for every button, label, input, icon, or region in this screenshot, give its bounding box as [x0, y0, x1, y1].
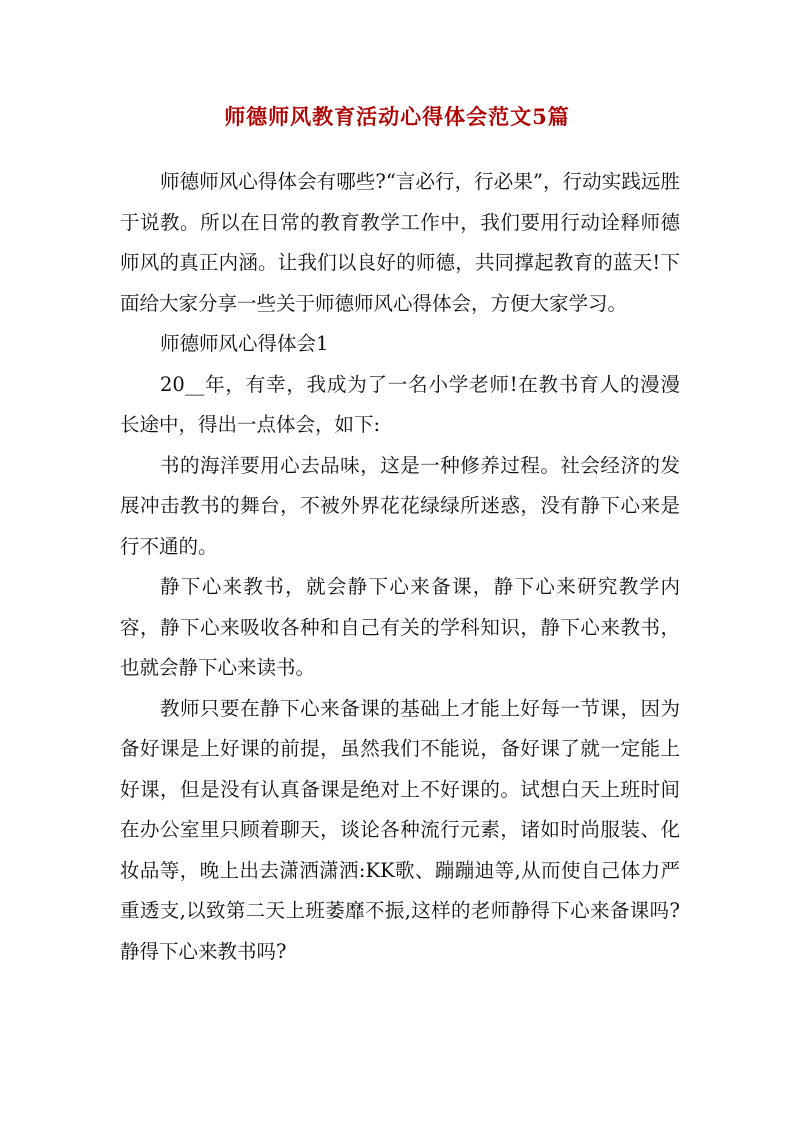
section-heading-1: 师德师风心得体会1: [160, 332, 329, 355]
body-paragraph-3: 静下心来教书，就会静下心来备课，静下心来研究教学内容，静下心来吸收各种和自己有关的学科知识，静下心来教书，也就会静下心来读书。: [120, 575, 680, 679]
body-paragraph-4: 教师只要在静下心来备课的基础上才能上好每一节课，因为备好课是上好课的前提，虽然我们不能说，备好课了就一定能上好课，但是没有认真备课是绝对上不好课的。试想白天上班时间在办公室里只顾着聊天，谈论各种流行元素，诸如时尚服装、化妆品等，晚上出去潇洒潇洒:KK歌、蹦蹦迪等,从而使自己体力严重透支,以致第二天上班萎靡不振,这样的老师静得下心来备课吗?静得下心来教书吗?: [120, 696, 680, 963]
body-paragraph-1: 20__年，有幸，我成为了一名小学老师!在教书育人的漫漫长途中，得出一点体会，如下:: [120, 372, 680, 436]
intro-paragraph: 师德师风心得体会有哪些?“言必行，行必果”，行动实践远胜于说教。所以在日常的教育教学工作中，我们要用行动诠释师德师风的真正内涵。让我们以良好的师德，共同撑起教育的蓝天!下面给大家分享一些关于师德师风心得体会，方便大家学习。: [120, 170, 680, 315]
document-title: 师德师风教育活动心得体会范文5篇: [224, 104, 570, 129]
document-body: [120, 162, 680, 972]
body-paragraph-2: 书的海洋要用心去品味，这是一种修养过程。社会经济的发展冲击教书的舞台，不被外界花花绿绿所迷惑，没有静下心来是行不通的。: [120, 453, 680, 558]
